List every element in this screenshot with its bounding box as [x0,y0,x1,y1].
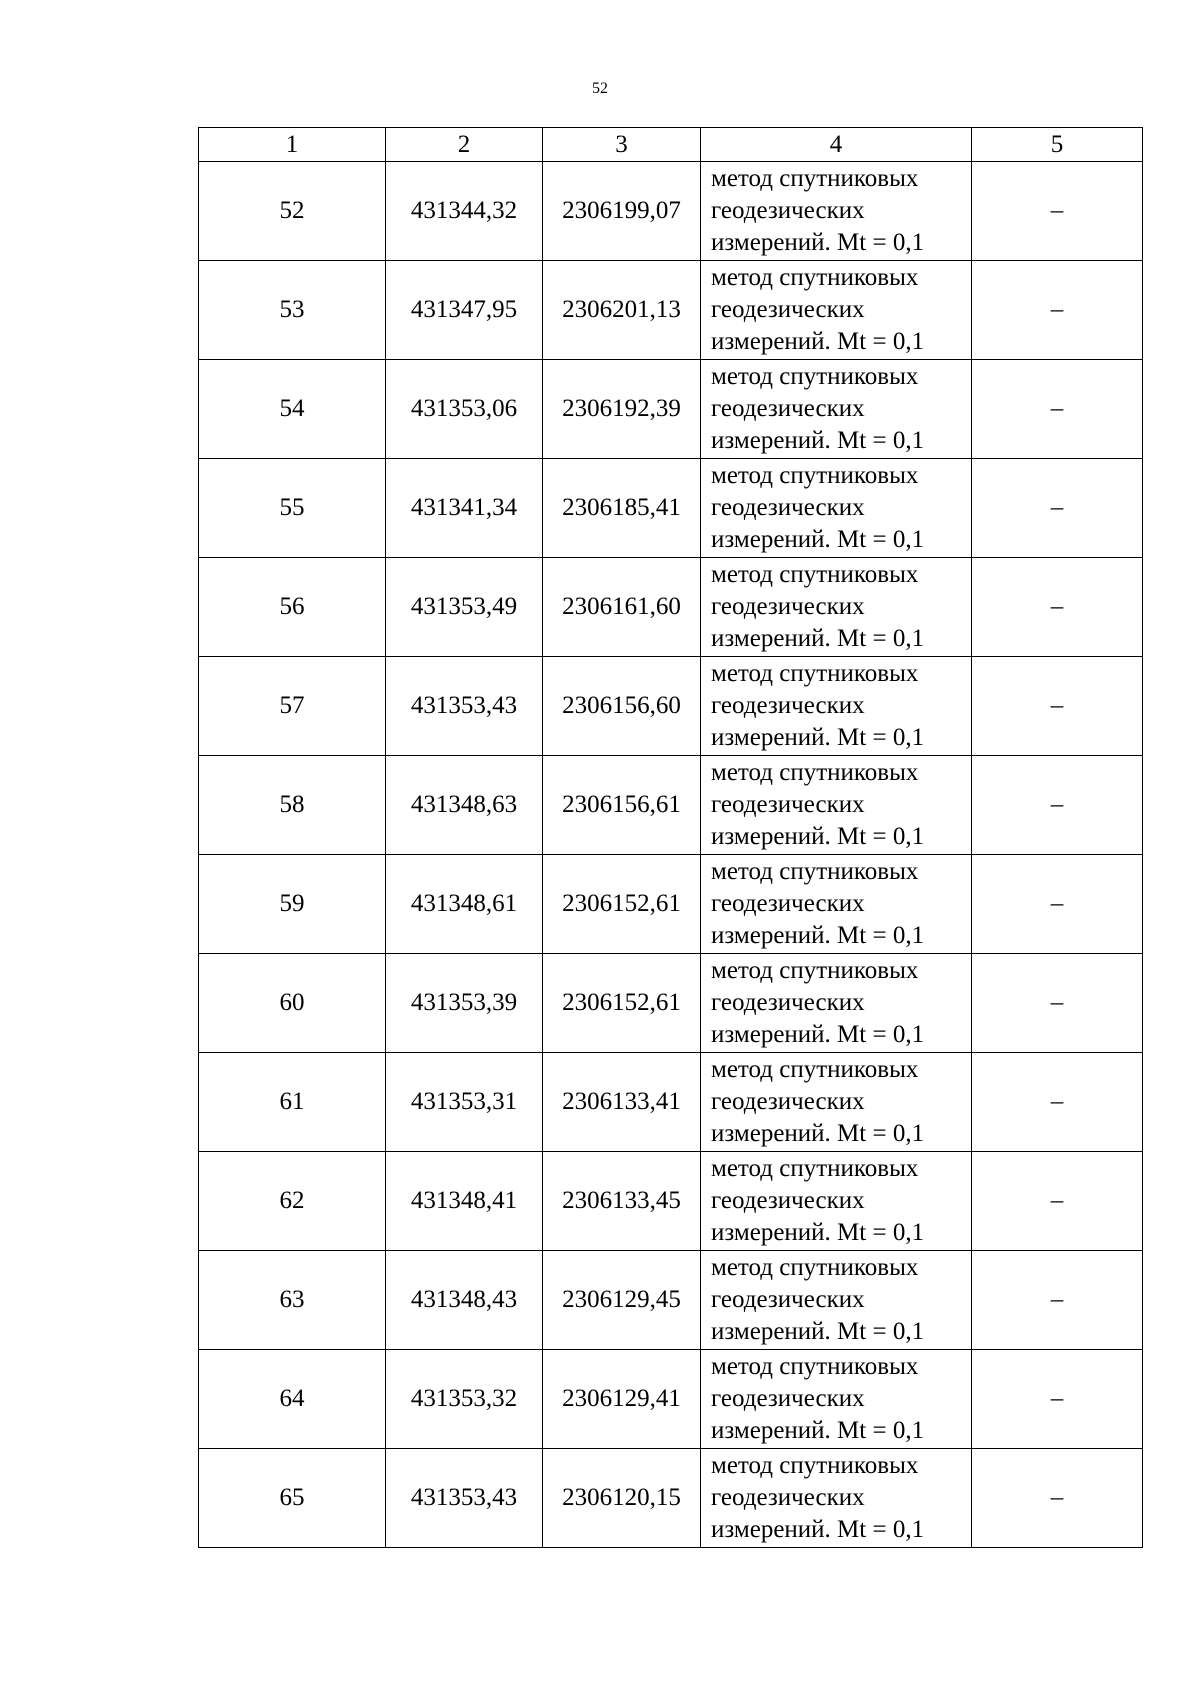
method-cell [701,1449,972,1548]
column-5-cell: – [972,1152,1143,1251]
x-coordinate-cell: 431344,32 [386,162,543,261]
point-number-cell: 55 [199,459,386,558]
point-number-cell: 57 [199,657,386,756]
x-coordinate-cell: 431348,43 [386,1251,543,1350]
method-line-3: измерений. Mt = 0,1 [711,526,925,553]
y-coordinate-cell: 2306152,61 [543,954,701,1053]
table-row [199,657,1143,756]
method-line-3: измерений. Mt = 0,1 [711,1219,925,1246]
method-cell [701,657,972,756]
column-5-cell: – [972,855,1143,954]
method-line-1: метод спутниковых [711,1452,919,1479]
column-5-cell: – [972,360,1143,459]
table-row [199,1053,1143,1152]
column-5-cell: – [972,1350,1143,1449]
method-cell [701,261,972,360]
method-cell [701,756,972,855]
y-coordinate-cell: 2306129,45 [543,1251,701,1350]
x-coordinate-cell: 431353,06 [386,360,543,459]
method-line-2: геодезических [711,1088,865,1115]
method-line-3: измерений. Mt = 0,1 [711,922,925,949]
x-coordinate-cell: 431353,32 [386,1350,543,1449]
point-number-cell: 64 [199,1350,386,1449]
y-coordinate-cell: 2306152,61 [543,855,701,954]
table-row [199,954,1143,1053]
y-coordinate-cell: 2306161,60 [543,558,701,657]
column-5-cell: – [972,657,1143,756]
method-line-2: геодезических [711,1484,865,1511]
method-line-3: измерений. Mt = 0,1 [711,427,925,454]
method-cell [701,360,972,459]
method-line-2: геодезических [711,692,865,719]
method-line-2: геодезических [711,197,865,224]
method-line-3: измерений. Mt = 0,1 [711,328,925,355]
method-line-2: геодезических [711,296,865,323]
x-coordinate-cell: 431341,34 [386,459,543,558]
point-number-cell: 63 [199,1251,386,1350]
method-line-3: измерений. Mt = 0,1 [711,229,925,256]
y-coordinate-cell: 2306133,41 [543,1053,701,1152]
method-line-1: метод спутниковых [711,957,919,984]
point-number-cell: 53 [199,261,386,360]
table-row [199,261,1143,360]
method-line-1: метод спутниковых [711,858,919,885]
method-line-3: измерений. Mt = 0,1 [711,1021,925,1048]
column-header-3: 3 [543,128,701,162]
method-line-1: метод спутниковых [711,1056,919,1083]
table-row [199,162,1143,261]
method-cell [701,1053,972,1152]
table-row [199,1152,1143,1251]
table-body [199,162,1143,1548]
column-5-cell: – [972,1251,1143,1350]
x-coordinate-cell: 431353,49 [386,558,543,657]
method-cell [701,459,972,558]
method-line-2: геодезических [711,791,865,818]
point-number-cell: 61 [199,1053,386,1152]
method-cell [701,954,972,1053]
point-number-cell: 60 [199,954,386,1053]
method-line-1: метод спутниковых [711,264,919,291]
method-line-2: геодезических [711,989,865,1016]
method-line-3: измерений. Mt = 0,1 [711,625,925,652]
table-header [199,128,1143,162]
table-row [199,459,1143,558]
method-cell [701,855,972,954]
page-number: 52 [592,80,608,97]
y-coordinate-cell: 2306185,41 [543,459,701,558]
method-line-3: измерений. Mt = 0,1 [711,1318,925,1345]
method-line-2: геодезических [711,395,865,422]
y-coordinate-cell: 2306199,07 [543,162,701,261]
method-cell [701,162,972,261]
method-line-2: геодезических [711,494,865,521]
column-5-cell: – [972,558,1143,657]
point-number-cell: 65 [199,1449,386,1548]
method-line-1: метод спутниковых [711,561,919,588]
point-number-cell: 59 [199,855,386,954]
point-number-cell: 52 [199,162,386,261]
method-line-3: измерений. Mt = 0,1 [711,1120,925,1147]
y-coordinate-cell: 2306133,45 [543,1152,701,1251]
y-coordinate-cell: 2306192,39 [543,360,701,459]
header-row [199,128,1143,162]
table-row [199,1350,1143,1449]
y-coordinate-cell: 2306156,60 [543,657,701,756]
method-line-1: метод спутниковых [711,1353,919,1380]
method-line-1: метод спутниковых [711,660,919,687]
x-coordinate-cell: 431353,31 [386,1053,543,1152]
x-coordinate-cell: 431348,63 [386,756,543,855]
method-cell [701,1152,972,1251]
table-row [199,360,1143,459]
y-coordinate-cell: 2306120,15 [543,1449,701,1548]
x-coordinate-cell: 431347,95 [386,261,543,360]
y-coordinate-cell: 2306156,61 [543,756,701,855]
table-row [199,756,1143,855]
column-5-cell: – [972,162,1143,261]
x-coordinate-cell: 431348,61 [386,855,543,954]
method-cell [701,558,972,657]
table-row [199,1449,1143,1548]
method-line-3: измерений. Mt = 0,1 [711,1417,925,1444]
method-line-1: метод спутниковых [711,759,919,786]
point-number-cell: 62 [199,1152,386,1251]
method-line-2: геодезических [711,593,865,620]
point-number-cell: 58 [199,756,386,855]
column-5-cell: – [972,261,1143,360]
x-coordinate-cell: 431353,39 [386,954,543,1053]
table-row [199,855,1143,954]
column-5-cell: – [972,1449,1143,1548]
method-line-3: измерений. Mt = 0,1 [711,823,925,850]
method-line-1: метод спутниковых [711,1155,919,1182]
column-5-cell: – [972,1053,1143,1152]
method-line-1: метод спутниковых [711,462,919,489]
y-coordinate-cell: 2306129,41 [543,1350,701,1449]
method-line-1: метод спутниковых [711,165,919,192]
method-cell [701,1251,972,1350]
point-number-cell: 56 [199,558,386,657]
column-header-4: 4 [701,128,972,162]
x-coordinate-cell: 431353,43 [386,1449,543,1548]
column-5-cell: – [972,459,1143,558]
method-line-1: метод спутниковых [711,1254,919,1281]
point-number-cell: 54 [199,360,386,459]
column-5-cell: – [972,954,1143,1053]
table-row [199,1251,1143,1350]
method-line-2: геодезических [711,1385,865,1412]
column-header-1: 1 [199,128,386,162]
method-line-1: метод спутниковых [711,363,919,390]
x-coordinate-cell: 431353,43 [386,657,543,756]
method-line-2: геодезических [711,890,865,917]
method-line-3: измерений. Mt = 0,1 [711,1516,925,1543]
column-header-2: 2 [386,128,543,162]
coordinates-table [198,127,1143,1548]
x-coordinate-cell: 431348,41 [386,1152,543,1251]
method-line-2: геодезических [711,1187,865,1214]
table-row [199,558,1143,657]
y-coordinate-cell: 2306201,13 [543,261,701,360]
method-line-3: измерений. Mt = 0,1 [711,724,925,751]
method-line-2: геодезических [711,1286,865,1313]
column-header-5: 5 [972,128,1143,162]
column-5-cell: – [972,756,1143,855]
method-cell [701,1350,972,1449]
